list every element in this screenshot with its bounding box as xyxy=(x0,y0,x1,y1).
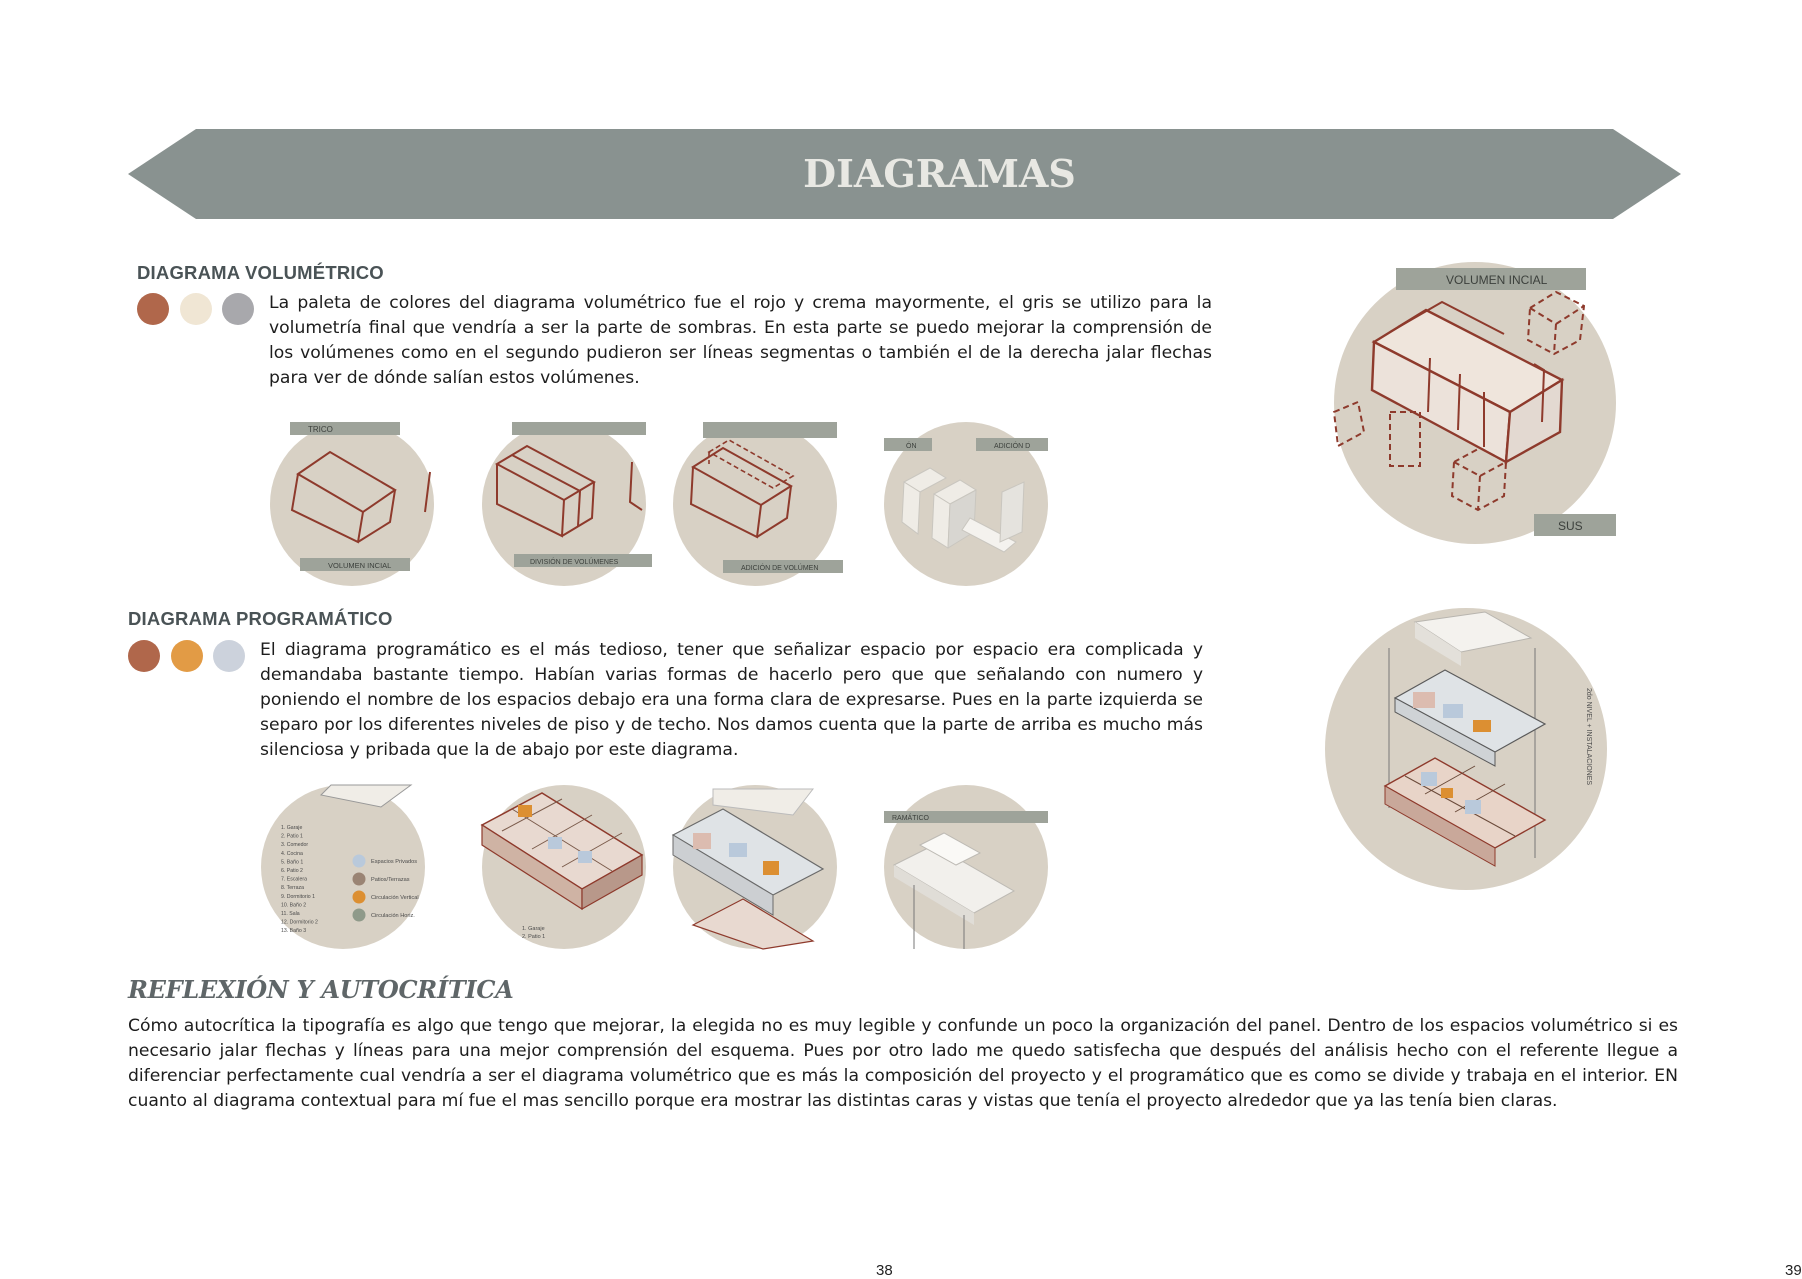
legend-item: 7. Escalera xyxy=(281,876,307,883)
programmatic-description: El diagrama programático es el más tedioso, tener que señalizar espacio por espacio era complicada y demandaba bastante tiempo. Habían varias formas de hacerlo pero que que señalando con numero y poniendo el nombre de los espacios debajo era una forma clara de expresarse. Pues en la parte izquierda se separo por los diferentes niveles de piso y de techo. Nos damos cuenta que la parte de arriba es mucho más silenciosa y pribada que la de abajo por este diagrama. xyxy=(260,640,1203,760)
reflection-title: REFLEXIÓN Y AUTOCRÍTICA xyxy=(128,975,514,1004)
programmatic-feature-diagram xyxy=(1325,608,1607,890)
legend-item: 9. Dormitorio 1 xyxy=(281,893,316,900)
programmatic-thumb-legend xyxy=(261,785,425,949)
legend-item: 13. Baño 3 xyxy=(281,928,307,935)
programmatic-thumb-ground-floor xyxy=(482,785,646,949)
page-number-right: 39 xyxy=(1785,1262,1802,1279)
palette-swatch-gray xyxy=(222,293,254,325)
legend-item: 1. Garaje xyxy=(281,825,303,831)
volumetric-title: DIAGRAMA VOLUMÉTRICO xyxy=(137,262,384,283)
palette-swatch-red xyxy=(128,640,160,672)
legend-key-label: Circulación Vertical xyxy=(371,895,419,901)
palette-swatch-cream xyxy=(180,293,212,325)
programmatic-title: DIAGRAMA PROGRAMÁTICO xyxy=(128,608,393,629)
thumb-label: ADICIÓN D xyxy=(994,443,1031,450)
legend-item: 2. Patio 1 xyxy=(522,934,546,940)
legend-key-label: Patios/Terrazas xyxy=(371,877,410,883)
legend-item: 10. Baño 2 xyxy=(281,902,307,909)
legend-key-label: Circulación Horiz. xyxy=(371,913,415,919)
legend-swatch xyxy=(353,855,366,868)
section-banner xyxy=(128,129,1681,219)
legend-item: 5. Baño 1 xyxy=(281,859,304,866)
legend-swatch xyxy=(353,873,366,886)
volumetric-description: La paleta de colores del diagrama volumétrico fue el rojo y crema mayormente, el gris se utilizo para la volumetría final que vendría a ser la parte de sombras. En esta parte se puedo mejorar la comprensión de los volúmenes como en el segundo pudieron ser líneas segmentas o también el de la derecha jalar flechas para ver de dónde salían estos volúmenes. xyxy=(269,293,1212,388)
palette-swatch-light-blue xyxy=(213,640,245,672)
feature-label: VOLUMEN INCIAL xyxy=(1446,273,1548,287)
feature-label: SUS xyxy=(1558,519,1583,533)
legend-item: 4. Cocina xyxy=(281,850,303,857)
page-title: DIAGRAMAS xyxy=(803,151,1076,196)
volumetric-thumb-3 xyxy=(673,422,837,586)
programmatic-thumb-upper-floor xyxy=(673,785,837,949)
legend-swatch xyxy=(353,891,366,904)
volumetric-thumb-1 xyxy=(270,422,434,586)
legend-swatch xyxy=(353,909,366,922)
reflection-text: Cómo autocrítica la tipografía es algo que tengo que mejorar, la elegida no es muy legible y confunde un poco la organización del panel. Dentro de los espacios volumétrico si es necesario jalar flechas y líneas para una mejor comprensión del esquema. Pues por otro lado me quedo satisfecha que después del análisis hecho con el referente llegue a diferenciar perfectamente cual vendría a ser el diagrama volumétrico que es más la composición del proyecto y el programático que es como se divide y trabaja en el interior. EN cuanto al diagrama contextual para mí fue el mas sencillo porque era mostrar las distintas caras y vistas que tenía el proyecto alrededor que ya las tenía bien claras. xyxy=(128,1016,1678,1111)
legend-item: 2. Patio 1 xyxy=(281,833,303,840)
page-number-left: 38 xyxy=(876,1262,893,1279)
feature-side-label: 2do NIVEL + INSTALACIONES xyxy=(1585,688,1592,786)
thumb-label: VOLUMEN INCIAL xyxy=(328,561,392,570)
legend-item: 1. Garaje xyxy=(522,926,545,932)
legend-item: 8. Terraza xyxy=(281,885,304,892)
volumetric-feature-diagram xyxy=(1334,262,1616,544)
volumetric-thumb-2 xyxy=(482,422,646,586)
legend-item: 3. Comedor xyxy=(281,842,309,849)
palette-swatch-orange xyxy=(171,640,203,672)
palette-swatch-red xyxy=(137,293,169,325)
legend-item: 6. Patio 2 xyxy=(281,868,303,874)
legend-item: 12. Dormitorio 2 xyxy=(281,919,318,926)
programmatic-thumb-roof xyxy=(884,785,1048,949)
thumb-label: RAMÁTICO xyxy=(892,815,929,822)
thumb-label: ÓN xyxy=(906,443,917,450)
volumetric-thumb-4 xyxy=(884,422,1048,586)
legend-key-label: Espacios Privados xyxy=(371,859,418,865)
thumb-label: TRICO xyxy=(308,425,333,434)
legend-item: 11. Sala xyxy=(281,911,300,917)
thumb-label: DIVISIÓN DE VOLÚMENES xyxy=(530,559,619,566)
thumb-label: ADICIÓN DE VOLÚMEN xyxy=(741,565,819,572)
